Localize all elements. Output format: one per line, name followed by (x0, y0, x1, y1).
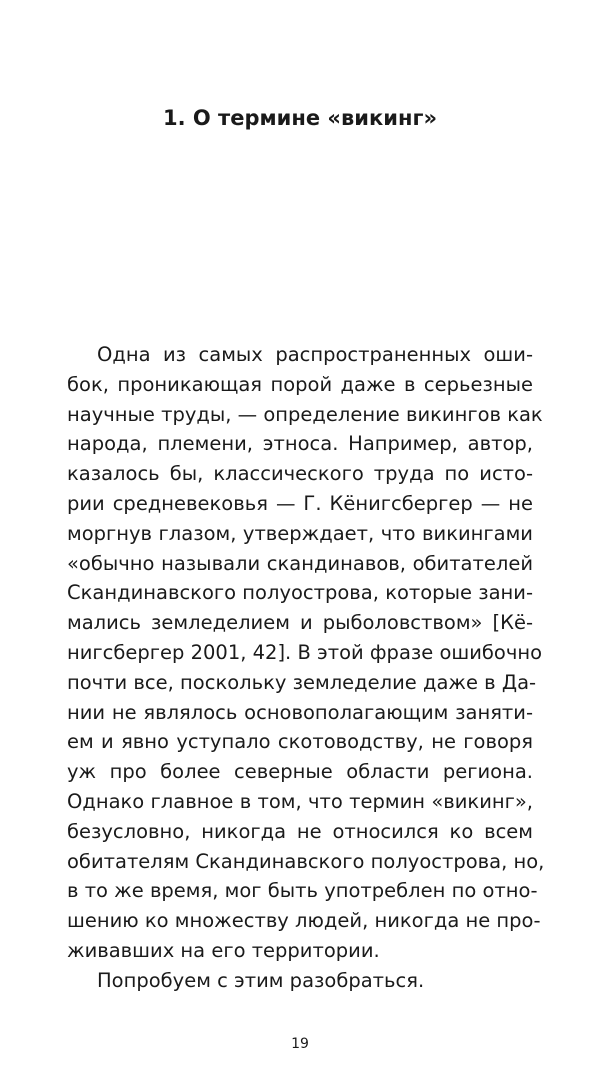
chapter-title: 1. О термине «викинг» (162, 106, 438, 130)
text-line: бок, проникающая порой даже в серьезные (67, 372, 533, 396)
text-line: уж про более северные области региона. (67, 760, 533, 784)
text-line: казалось бы, классического труда по исто- (67, 462, 533, 486)
text-line: Однако главное в том, что термин «викинг», (67, 789, 533, 813)
text-line: обитателям Скандинавского полуострова, но, (67, 849, 545, 873)
text-line: народа, племени, этноса. Например, автор, (67, 432, 533, 456)
text-line: шению ко множеству людей, никогда не про- (67, 909, 541, 933)
page-number: 19 (291, 1036, 309, 1052)
text-line: научные труды, — определение викингов как (67, 402, 543, 426)
text-line: «обычно называли скандинавов, обитателей (67, 551, 533, 575)
text-line: мались земледелием и рыболовством» [Кё- (67, 611, 533, 635)
text-line: почти все, поскольку земледелие даже в Да- (67, 670, 537, 694)
text-line: Одна из самых распространенных оши- (97, 343, 533, 366)
body-text (67, 340, 545, 996)
text-line: Попробуем с этим разобраться. (97, 968, 425, 992)
text-line: Скандинавского полуострова, которые зани- (67, 581, 533, 605)
text-line: нии не являлось основополагающим заняти- (67, 700, 533, 724)
text-line: живавших на его территории. (67, 938, 380, 962)
text-line: ем и явно уступало скотоводству, не говоря (67, 730, 533, 754)
text-line: рии средневековья — Г. Кёнигсбергер — не (67, 491, 533, 515)
text-line: в то же время, мог быть употреблен по отно- (67, 879, 538, 903)
text-line: безусловно, никогда не относился ко всем (67, 819, 533, 843)
text-line: моргнув глазом, утверждает, что викингами (67, 521, 533, 545)
text-line: нигсбергер 2001, 42]. В этой фразе ошибочно (67, 640, 543, 664)
